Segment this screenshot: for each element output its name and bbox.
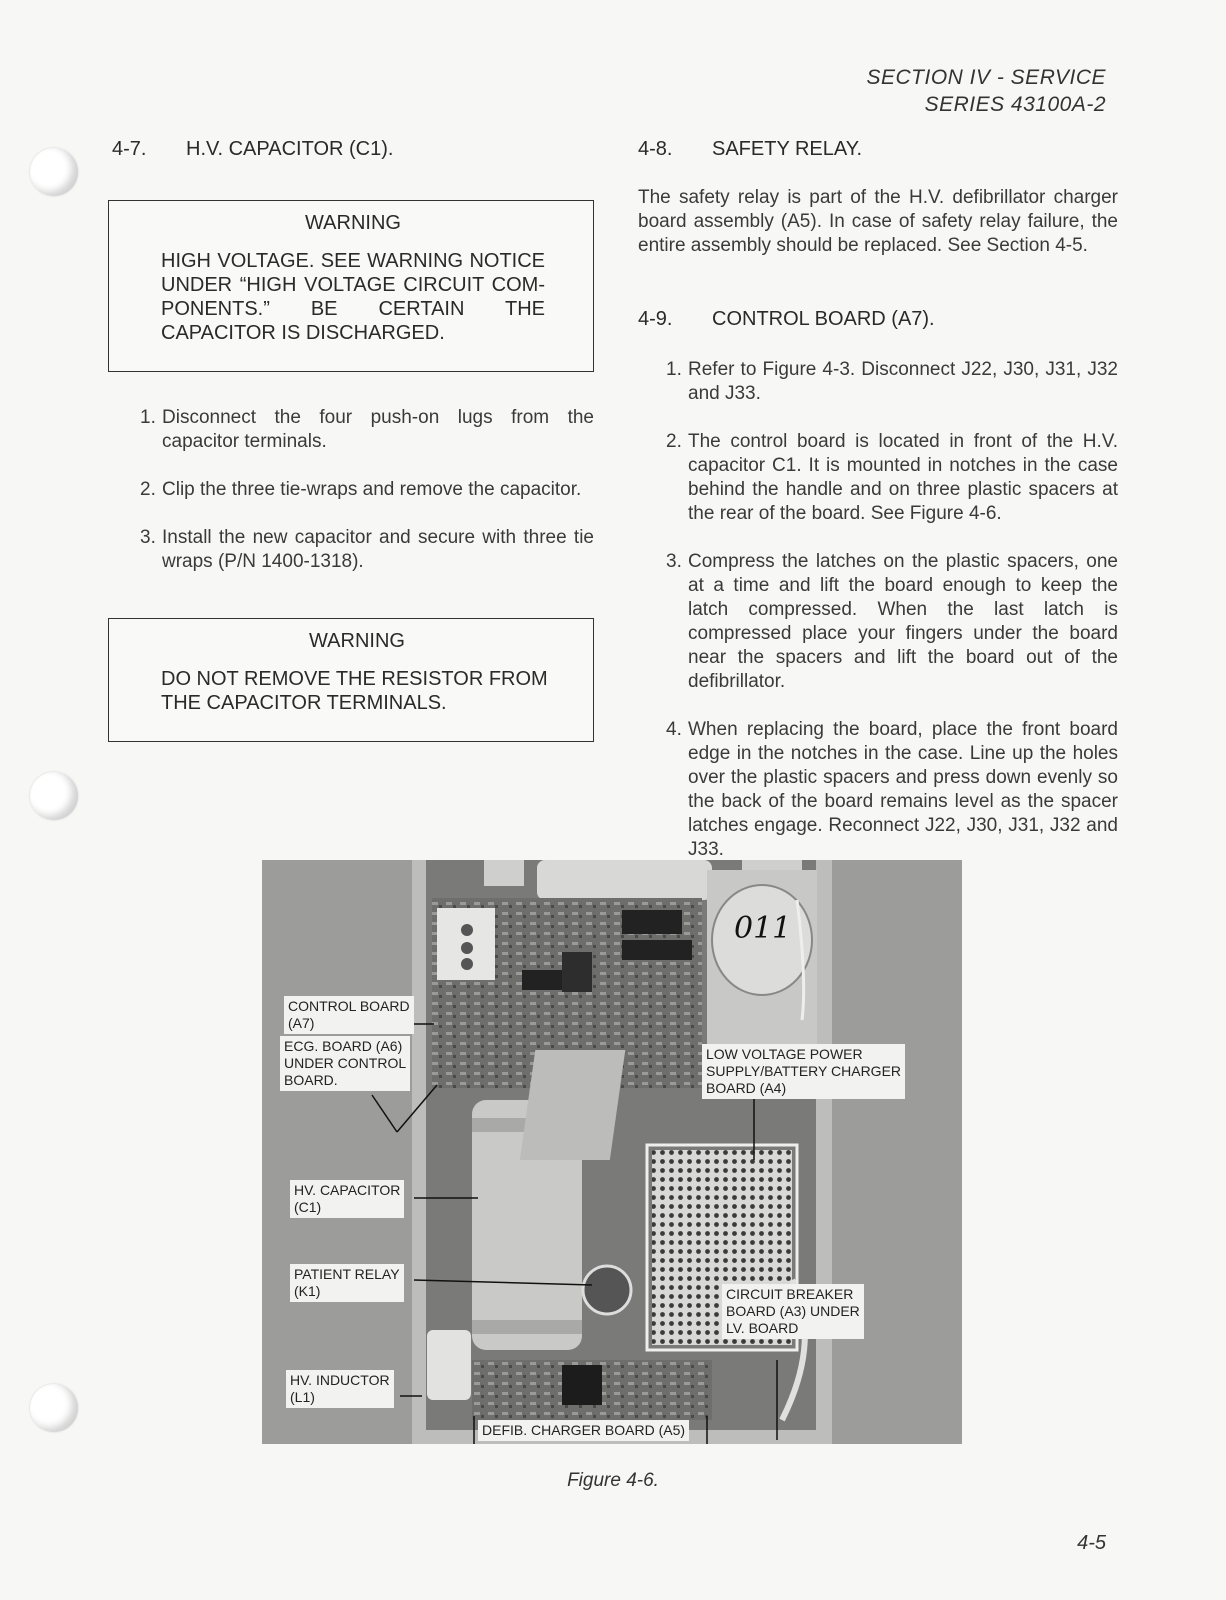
punch-hole-bottom (30, 1384, 78, 1432)
label-lv-power-supply: LOW VOLTAGE POWER SUPPLY/BATTERY CHARGER BOARD (A4) (702, 1044, 905, 1099)
warning-title: WARNING (305, 212, 401, 234)
label-ecg-board: ECG. BOARD (A6) UNDER CONTROL BOARD. (280, 1036, 410, 1091)
punch-hole-top (30, 148, 78, 196)
step-item: 1. Disconnect the four push-on lugs from the capacitor terminals. (140, 407, 594, 452)
handwritten-note: 011 (734, 911, 792, 946)
section-4-9-steps (666, 358, 1118, 862)
header-series: SERIES 43100A-2 (924, 93, 1106, 116)
figure-caption: Figure 4-6. (567, 1470, 659, 1491)
label-patient-relay: PATIENT RELAY (K1) (290, 1264, 404, 1302)
step-item: 3. Compress the latches on the plastic spacers, one at a time and lift the board enough to keep the latch compressed. When the last latch is compressed place your fingers under the board near the spacers and lift the board out of the defibrillator. (666, 551, 1118, 692)
label-hv-capacitor: HV. CAPACITOR (C1) (290, 1180, 404, 1218)
header-section: SECTION IV - SERVICE (866, 66, 1106, 89)
label-hv-inductor: HV. INDUCTOR (L1) (286, 1370, 394, 1408)
warning-box-resistor (108, 618, 594, 742)
step-item: 3. Install the new capacitor and secure with three tie wraps (P/N 1400-1318). (140, 527, 594, 572)
step-item: 4. When replacing the board, place the front board edge in the notches in the case. Line up the holes over the plastic spacers and press down evenly so the back of the board remains level as the spacer latches engage. Reconnect J22, J30, J31, J32 and J33. (666, 719, 1118, 860)
label-control-board: CONTROL BOARD (A7) (284, 996, 414, 1034)
section-4-7-heading: 4-7. H.V. CAPACITOR (C1). (112, 138, 394, 160)
label-circuit-breaker: CIRCUIT BREAKER BOARD (A3) UNDER LV. BOARD (722, 1284, 864, 1339)
figure-4-6-photo (262, 860, 962, 1444)
warning-title: WARNING (309, 630, 405, 652)
step-item: 1. Refer to Figure 4-3. Disconnect J22, J30, J31, J32 and J33. (666, 359, 1118, 404)
step-item: 2. The control board is located in front of the H.V. capacitor C1. It is mounted in notches in the case behind the handle and on three plastic spacers at the rear of the board. See Figure 4-6. (666, 431, 1118, 524)
defibrillator-interior-illustration (262, 860, 962, 1444)
warning-body: DO NOT REMOVE THE RESISTOR FROM THE CAPACITOR TERMINALS. (161, 668, 548, 714)
running-header (867, 64, 1107, 118)
warning-box-high-voltage (108, 200, 594, 372)
punch-hole-middle (30, 772, 78, 820)
section-4-8-body: The safety relay is part of the H.V. defibrillator charger board assembly (A5). In case of safety relay failure, the entire assembly should be replaced. See Section 4-5. (638, 187, 1118, 256)
page-number: 4-5 (1077, 1532, 1106, 1554)
section-4-8-heading: 4-8. SAFETY RELAY. (638, 138, 863, 160)
label-defib-charger-board: DEFIB. CHARGER BOARD (A5) (478, 1420, 689, 1441)
step-item: 2. Clip the three tie-wraps and remove the capacitor. (140, 479, 582, 500)
warning-body: HIGH VOLTAGE. SEE WARNING NOTICE UNDER “HIGH VOLTAGE CIRCUIT COM-PONENTS.” BE CERTAIN THE CAPACITOR IS DISCHARGED. (161, 250, 545, 344)
section-4-7-steps (140, 406, 594, 574)
section-4-9-heading: 4-9. CONTROL BOARD (A7). (638, 308, 935, 330)
